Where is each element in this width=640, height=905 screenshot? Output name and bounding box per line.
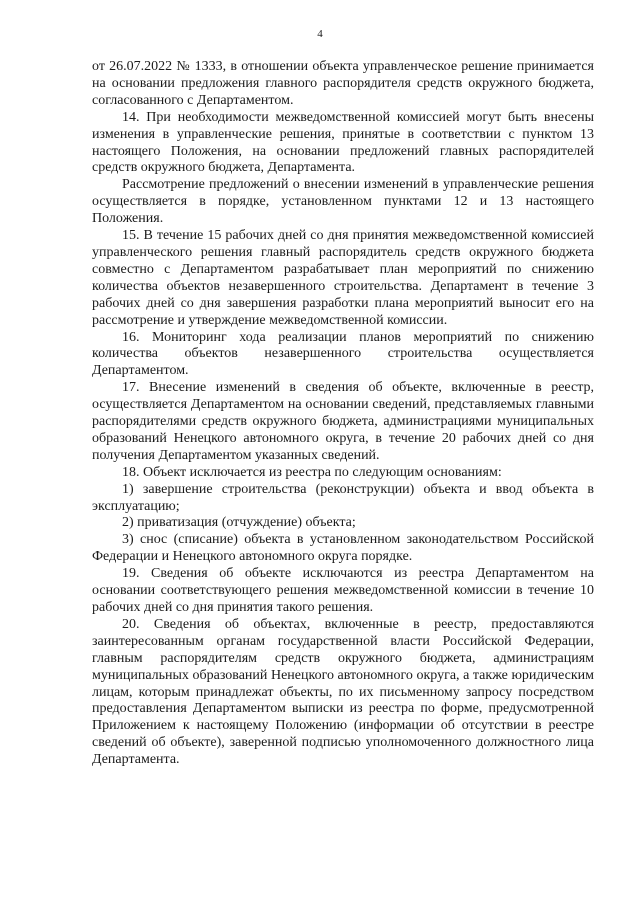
paragraph-item-15: 15. В течение 15 рабочих дней со дня принятия межведомственной комиссией управленческого решения главный распорядитель средств окружного бюджета совместно с Департаментом разрабатывает план мероприятий по снижению количества объектов незавершенного строительства. Департамент в течение 3 рабочих дней со дня завершения разработки плана мероприятий выносит его на рассмотрение и утверждение межведомственной комиссии. (92, 228, 594, 328)
paragraph-item-14-review: Рассмотрение предложений о внесении изменений в управленческие решения осуществляется в порядке, установленном пунктами 12 и 13 настоящего Положения. (92, 177, 594, 227)
paragraph-item-19: 19. Сведения об объекте исключаются из реестра Департаментом на основании соответствующего решения межведомственной комиссии в течение 10 рабочих дней со дня принятия такого решения. (92, 566, 594, 615)
paragraph-item-18-1: 1) завершение строительства (реконструкции) объекта и ввод объекта в эксплуатацию; (92, 481, 594, 514)
paragraph-item-18-3: 3) снос (списание) объекта в установленном законодательством Российской Федерации и Ненецкого автономного округа порядке. (92, 532, 594, 565)
paragraph-item-18-2: 2) приватизация (отчуждение) объекта; (122, 515, 356, 531)
paragraph-item-16: 16. Мониторинг хода реализации планов мероприятий по снижению количества объектов незавершенного строительства осуществляется Департаментом. (92, 329, 594, 379)
paragraph-item-17: 17. Внесение изменений в сведения об объекте, включенные в реестр, осуществляется Департаментом на основании сведений, представляемых главными распорядителями средств окружного бюджета, администрациями муниципальных образований Ненецкого автономного округа, в течение 20 рабочих дней со дня получения Департаментом указанных сведений. (92, 380, 594, 463)
paragraph-item-20: 20. Сведения об объектах, включенные в реестр, предоставляются заинтересованным органам государственной власти Российской Федерации, главным распорядителям средств окружного бюджета, администрациям муниципальных образований Ненецкого автономного округа, а также юридическим лицам, которым принадлежат объекты, по их письменному запросу посредством предоставления Департаментом выписки из реестра по форме, предусмотренной Приложением к настоящему Положению (информации об отсутствии в реестре сведений об объекте), заверенной подписью уполномоченного должностного лица Департамента. (92, 616, 594, 768)
paragraph-item-18: 18. Объект исключается из реестра по следующим основаниям: (122, 464, 502, 480)
paragraph-continuation: от 26.07.2022 № 1333, в отношении объекта управленческое решение принимается на основании предложения главного распорядителя средств окружного бюджета, согласованного с Департаментом. (92, 59, 594, 108)
document-body (92, 59, 594, 769)
paragraph-item-14: 14. При необходимости межведомственной комиссией могут быть внесены изменения в управленческие решения, принятые в соответствии с пунктом 13 настоящего Положения, на основании предложений главных распорядителей средств окружного бюджета, Департамента. (92, 109, 594, 176)
page-number: 4 (317, 28, 323, 40)
